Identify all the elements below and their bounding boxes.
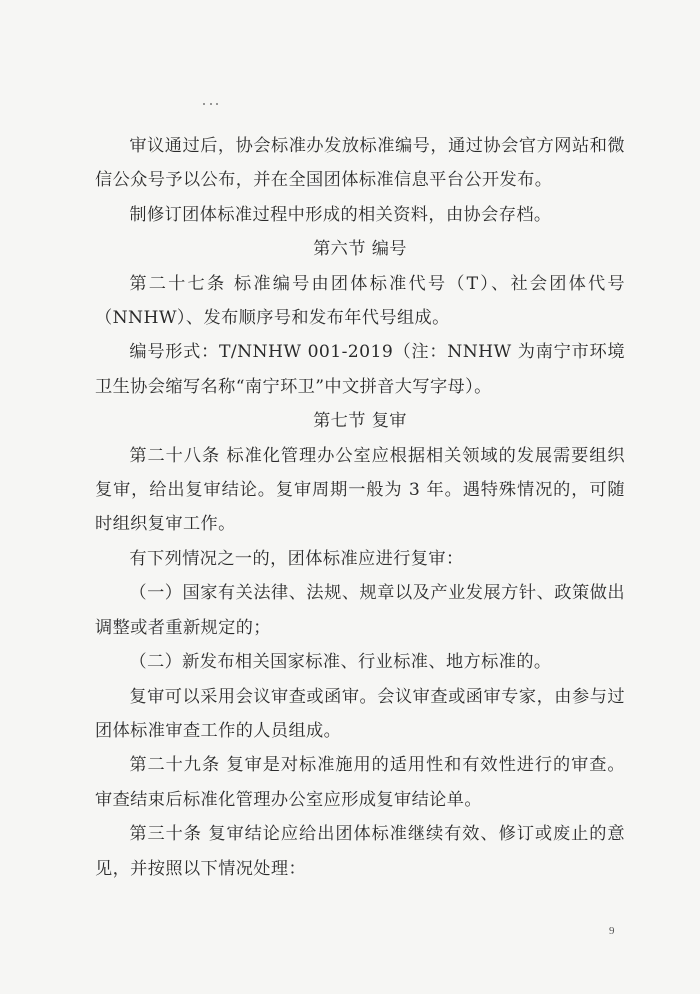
paragraph: （一）国家有关法律、法规、规章以及产业发展方针、政策做出调整或者重新规定的； [95,583,625,638]
scan-speck [203,103,219,106]
paragraph: 有下列情况之一的，团体标准应进行复审： [129,548,464,569]
paragraph: 第二十八条 标准化管理办公室应根据相关领域的发展需要组织复审，给出复审结论。复审周期一般为 3 年。遇特殊情况的，可随时组织复审工作。 [95,445,625,535]
section-title: 第七节 复审 [313,411,407,432]
paragraph: （二）新发布相关国家标准、行业标准、地方标准的。 [129,652,552,673]
paragraph: 第三十条 复审结论应给出团体标准继续有效、修订或废止的意见，并按照以下情况处理： [95,824,625,879]
paragraph: 第二十七条 标准编号由团体标准代号（T）、社会团体代号（NNHW）、发布顺序号和发布年代号组成。 [95,273,625,329]
paragraph: 第二十九条 复审是对标准施用的适用性和有效性进行的审查。审查结束后标准化管理办公室应形成复审结论单。 [95,755,625,810]
paragraph: 审议通过后，协会标准办发放标准编号，通过协会官方网站和微信公众号予以公布，并在全国团体标准信息平台公开发布。 [95,136,625,191]
paragraph: 复审可以采用会议审查或函审。会议审查或函审专家，由参与过团体标准审查工作的人员组成。 [95,686,625,741]
paragraph: 制修订团体标准过程中形成的相关资料，由协会存档。 [129,204,552,225]
paragraph: 编号形式：T/NNHW 001-2019（注：NNHW 为南宁市环境卫生协会缩写名称“南宁环卫”中文拼音大写字母）。 [95,342,625,397]
section-title: 第六节 编号 [313,239,407,260]
page-number: 9 [609,925,615,937]
page-content [95,128,625,886]
